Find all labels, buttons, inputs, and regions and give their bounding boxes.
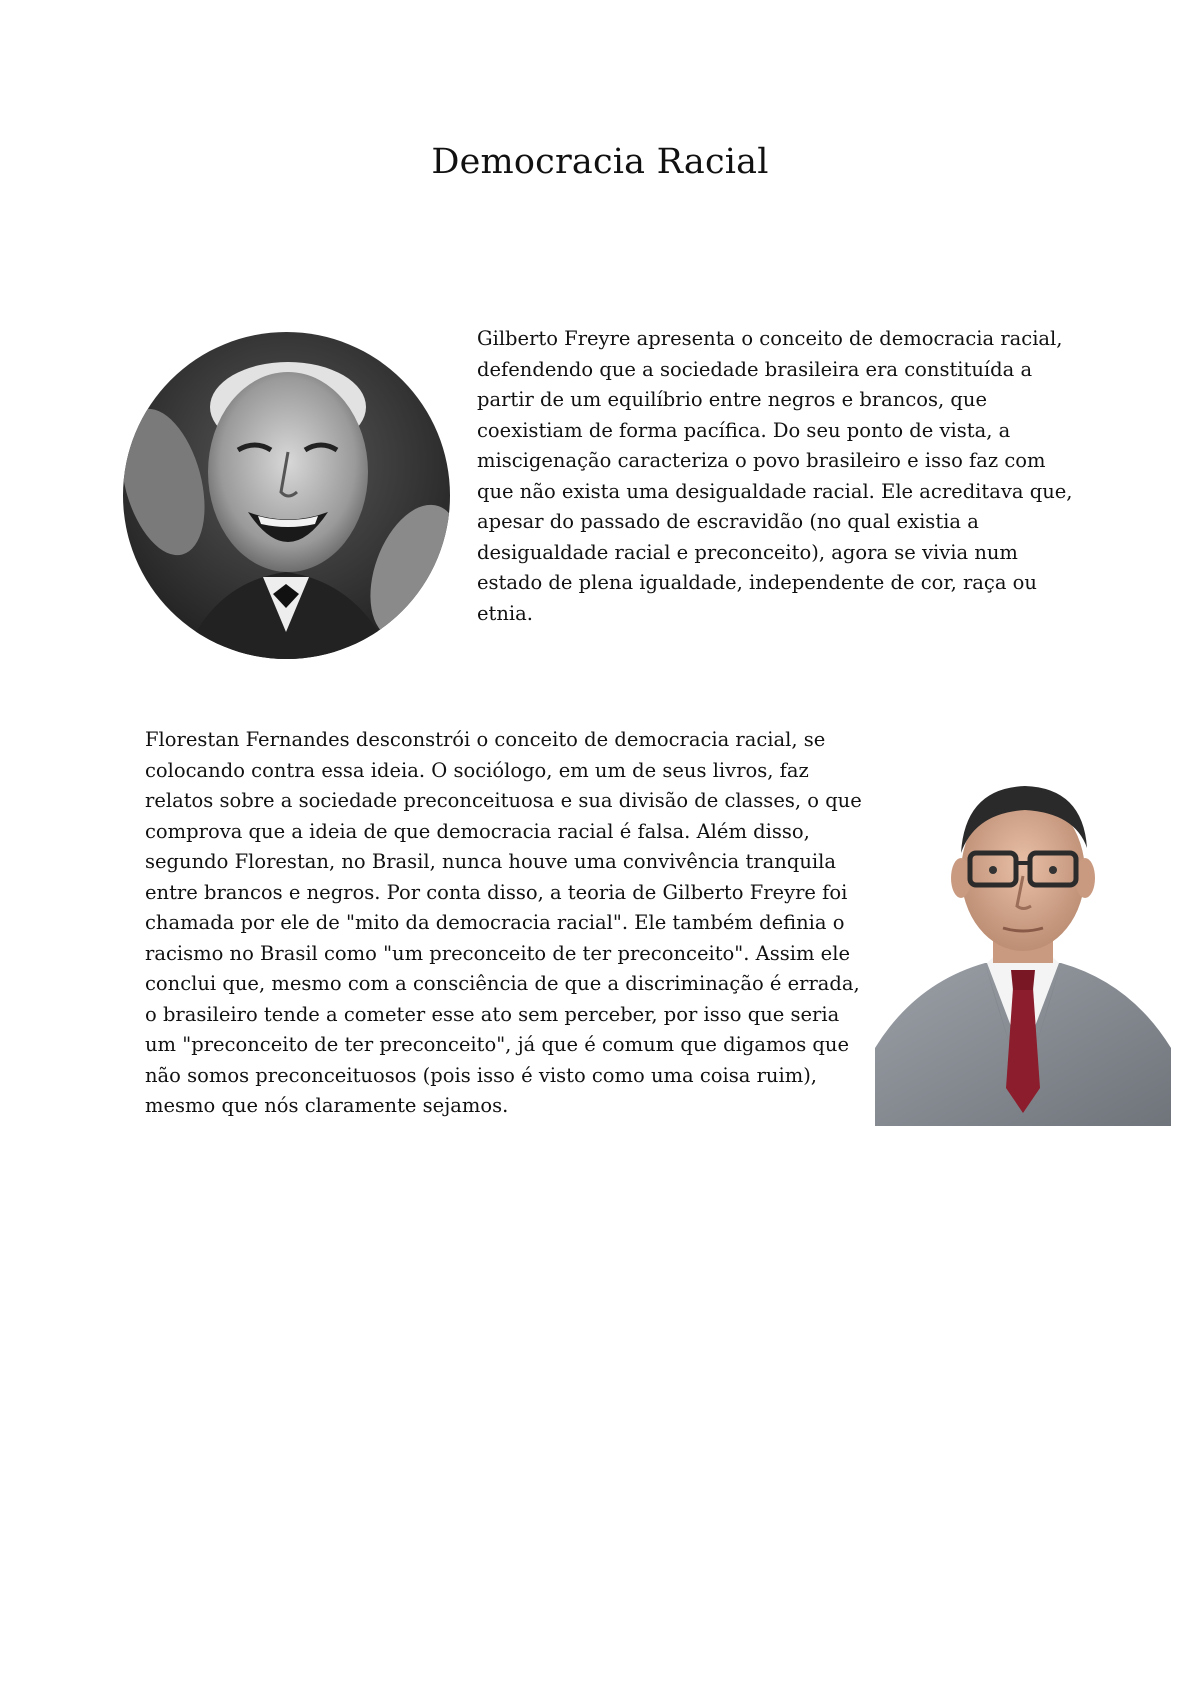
freyre-paragraph: Gilberto Freyre apresenta o conceito de democracia racial, defendendo que a sociedade brasileira era constituída a partir de um equilíbrio entre negros e brancos, que coexistiam de forma pacífica. Do seu ponto de vista, a miscigenação caracteriza o povo brasileiro e isso faz com que não exista uma desigualdade racial. Ele acreditava que, apesar do passado de escravidão (no qual existia a desigualdade racial e preconceito), agora se vivia num estado de plena igualdade, independente de cor, raça ou etnia. [477, 327, 1073, 625]
florestan-fernandes-photo [875, 758, 1171, 1126]
gilberto-freyre-photo [123, 332, 450, 659]
florestan-paragraph: Florestan Fernandes desconstrói o conceito de democracia racial, se colocando contra essa ideia. O sociólogo, em um de seus livros, faz relatos sobre a sociedade preconceituosa e sua divisão de classes, o que comprova que a ideia de que democracia racial é falsa. Além disso, segundo Florestan, no Brasil, nunca houve uma convivência tranquila entre brancos e negros. Por conta disso, a teoria de Gilberto Freyre foi chamada por ele de "mito da democracia racial". Ele também definia o racismo no Brasil como "um preconceito de ter preconceito". Assim ele conclui que, mesmo com a consciência de que a discriminação é errada, o brasileiro tende a cometer esse ato sem perceber, por isso que seria um "preconceito de ter preconceito", já que é comum que digamos que não somos preconceituosos (pois isso é visto como uma coisa ruim), mesmo que nós claramente sejamos. [145, 728, 862, 1117]
page-title: Democracia Racial [431, 142, 769, 182]
